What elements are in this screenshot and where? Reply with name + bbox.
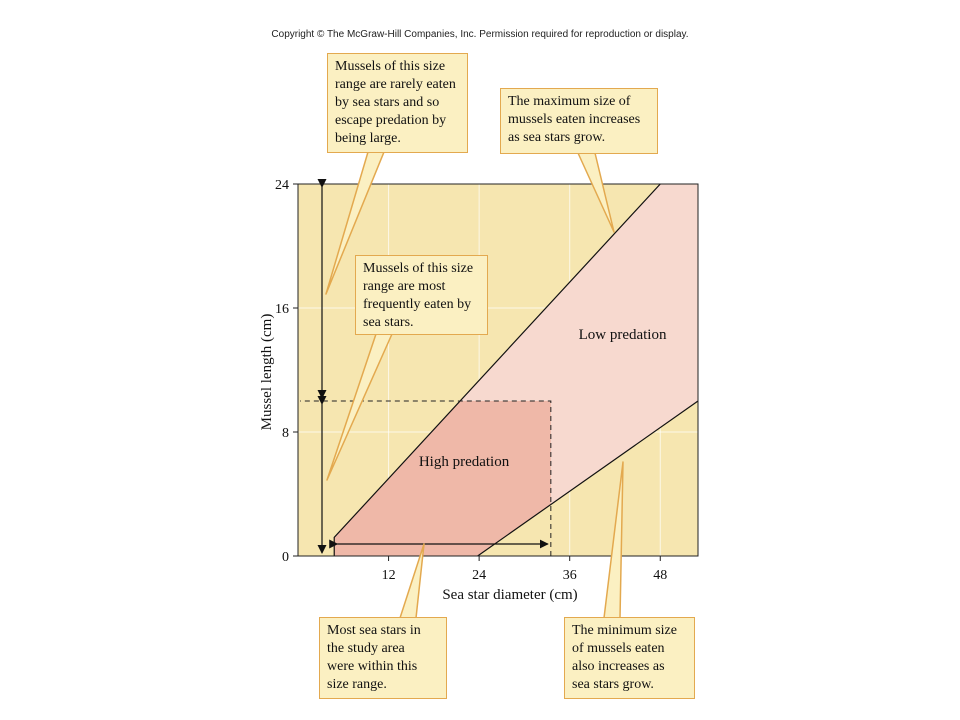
callout-study-range: Most sea stars in the study area were within this size range. bbox=[319, 617, 447, 699]
callout-frequently-eaten: Mussels of this size range are most frequently eaten by sea stars. bbox=[355, 255, 488, 335]
x-axis-label: Sea star diameter (cm) bbox=[442, 587, 578, 603]
y-tick-label: 24 bbox=[275, 178, 289, 193]
x-tick-label: 12 bbox=[381, 568, 396, 583]
low-predation-label: Low predation bbox=[578, 327, 667, 343]
callout-min-size: The minimum size of mussels eaten also increases as sea stars grow. bbox=[564, 617, 695, 699]
copyright-notice: Copyright © The McGraw-Hill Companies, Inc. Permission required for reproduction or display. bbox=[271, 29, 689, 40]
callout-max-size: The maximum size of mussels eaten increases as sea stars grow. bbox=[500, 88, 658, 154]
y-tick-label: 8 bbox=[282, 426, 289, 441]
x-tick-label: 48 bbox=[653, 568, 668, 583]
high-predation-label: High predation bbox=[418, 454, 510, 471]
y-tick-label: 16 bbox=[275, 302, 289, 317]
y-tick-label: 0 bbox=[282, 550, 289, 565]
x-tick-label: 24 bbox=[472, 568, 487, 583]
y-axis-label: Mussel length (cm) bbox=[259, 313, 275, 431]
callout-large-mussels: Mussels of this size range are rarely eaten by sea stars and so escape predation by being large. bbox=[327, 53, 468, 153]
x-tick-label: 36 bbox=[562, 568, 577, 583]
